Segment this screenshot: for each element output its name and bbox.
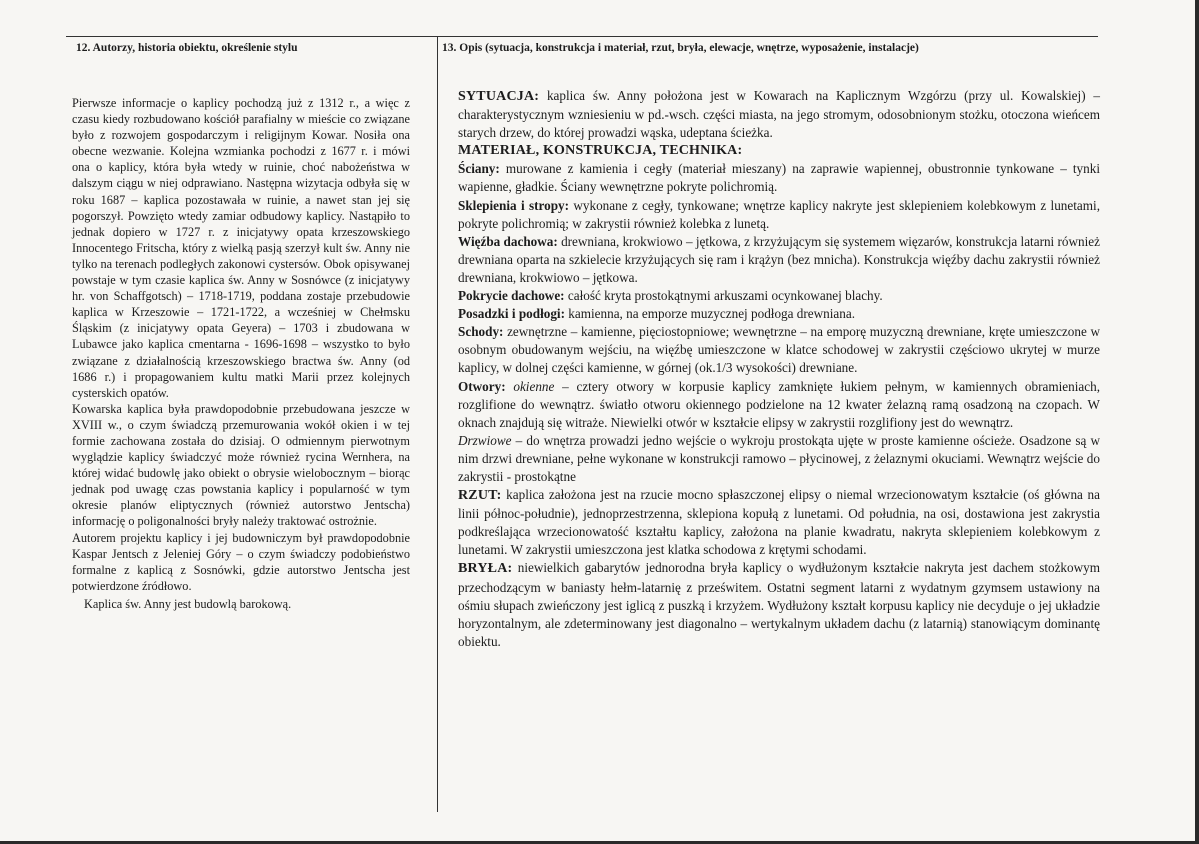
wiezba-label: Więźba dachowa: bbox=[458, 233, 558, 249]
schody-paragraph bbox=[458, 323, 1100, 377]
bryla-paragraph bbox=[458, 559, 1100, 650]
sytuacja-paragraph bbox=[458, 87, 1100, 142]
rzut-text: kaplica założona jest na rzucie mocno spłaszczonej elipsy o niemal wrzecionowatym kształcie (oś główna na linii północ-południe), jednoprzestrzenna, sklepiona kopułą z lunetami. Od południa, na osi, dostawiona jest zakrystia podkreślająca wrzecionowatość kształtu kaplicy, założona na planie kwadratu, nakryta sklepieniem kolebkowym z lunetami. W zakrystii umieszczona jest klatka schodowa z krętymi schodami. bbox=[458, 487, 1100, 558]
section-13-heading: 13. Opis (sytuacja, konstrukcja i materiał, rzut, bryła, elewacje, wnętrze, wyposażenie, instalacje) bbox=[442, 42, 919, 54]
sciany-label: Ściany: bbox=[458, 161, 500, 177]
sciany-paragraph bbox=[458, 160, 1100, 196]
otwory-text: – cztery otwory w korpusie kaplicy zamknięte łukiem pełnym, w kamiennych obramieniach, rozglifione do wewnątrz. światło otworu okiennego podzielone na 12 kwater żelazną ramą osadzoną na czopach. W oknach znajdują się witraże. Niewielki otwór w kształcie elipsy w zakrystii rozglifiony jest do wewnątrz. bbox=[458, 378, 1100, 430]
posadzki-paragraph bbox=[458, 305, 1100, 323]
history-column bbox=[72, 95, 410, 612]
posadzki-label: Posadzki i podłogi: bbox=[458, 306, 565, 322]
sciany-text: murowane z kamienia i cegły (materiał mieszany) na zaprawie wapiennej, obustronnie tynkowane – tynki wapienne, gładkie. Ściany wewnętrzne pokryte polichromią. bbox=[458, 161, 1100, 195]
rebuild-paragraph: Kowarska kaplica była prawdopodobnie przebudowana jeszcze w XVIII w., o czym świadczą przemurowania wokół okien i w tej formie zachowana została do dzisiaj. O odmiennym pierwotnym wyglądzie kaplicy świadczyć może również rycina Wernhera, na której widać budowlę jako obiekt o obrysie wielobocznym – biorąc jednak pod uwagę czas powstania kaplicy i popularność w tym okresie planów eliptycznych (również autorstwo Jentscha) informację o poligonalności bryły należy traktować ostrożnie. bbox=[72, 401, 410, 529]
description-column bbox=[458, 87, 1100, 651]
rzut-paragraph bbox=[458, 486, 1100, 559]
section-12-heading: 12. Autorzy, historia obiektu, określenie stylu bbox=[76, 42, 298, 54]
sklepienia-text: wykonane z cegły, tynkowane; wnętrze kaplicy nakryte jest sklepieniem kolebkowym z lunetami, pokryte polichromią; w zakrystii również kolebka z lunetą. bbox=[458, 197, 1100, 231]
sytuacja-text: kaplica św. Anny położona jest w Kowarach na Kaplicznym Wzgórzu (przy ul. Kowalskiej) – charakterystycznym wzniesieniu w pd.-wsch. części miasta, na jego stromym, odosobnionym stożku, otoczona wieńcem starych drzew, do której prowadzi wąska, udeptana ścieżka. bbox=[458, 88, 1100, 141]
schody-text: zewnętrzne – kamienne, pięciostopniowe; wewnętrzne – na emporę muzyczną drewniane, kręte umieszczone w osobnym obudowanym wejściu, na więźbę umieszczone w klatce schodowej w zakrystii częściowo ukrytej w murze kaplicy, w dolnej części kamienne, w górnej (ok.1/3 wysokości) drewniane. bbox=[458, 324, 1100, 376]
otwory-paragraph bbox=[458, 378, 1100, 432]
drzwi-paragraph bbox=[458, 432, 1100, 486]
drzwi-sublabel: Drzwiowe bbox=[458, 432, 512, 448]
pokrycie-text: całość kryta prostokątnymi arkuszami ocynkowanej blachy. bbox=[564, 288, 883, 304]
drzwi-text: – do wnętrza prowadzi jedno wejście o wykroju prostokąta ujęte w proste kamienne ościeże. Osadzone są w nim drzwi drewniane, pełne wykonane w konstrukcji ramowo – płycinowej, z żelaznymi okuciami. Wewnątrz wejście do zakrystii - prostokątne bbox=[458, 432, 1100, 484]
column-divider bbox=[437, 36, 438, 812]
header-divider bbox=[66, 36, 1098, 37]
posadzki-text: kamienna, na emporze muzycznej podłoga drewniana. bbox=[565, 306, 856, 322]
sklepienia-paragraph bbox=[458, 197, 1100, 233]
sytuacja-label: SYTUACJA: bbox=[458, 89, 540, 104]
otwory-label: Otwory: bbox=[458, 378, 506, 394]
style-paragraph: Kaplica św. Anny jest budowlą barokową. bbox=[84, 596, 292, 611]
wiezba-text: drewniana, krokwiowo – jętkowa, z krzyżującym się systemem więzarów, konstrukcja latarni również drewniana oparta na szkielecie krzyżujących się ram i krążyn (bez mnicha). Konstrukcja więźby dachu zakrystii również drewniana, krokwiowo – jętkowa. bbox=[458, 233, 1100, 285]
history-paragraph: Pierwsze informacje o kaplicy pochodzą już z 1312 r., a więc z czasu kiedy rozbudowano kościół parafialny w mieście co związane było z rozwojem gospodarczym i religijnym Kowar. Nosiła ona obecne wezwanie. Kolejna wzmianka pochodzi z 1677 r. i mówi ona o kaplicy, która była wtedy w ruinie, choć nabożeństwa w dalszym ciągu w niej odprawiano. Następna wizytacja odbyła się w roku 1687 – kaplica pozostawała w ruinie, a nawet stan jej się pogorszył. Powzięto wtedy zamiar odbudowy kaplicy. Nastąpiło to jednak dopiero w 1727 r. z inicjatywy opata krzeszowskiego Innocentego Fritscha, który z wielką pasją szerzył kult św. Anny nie tylko na terenach podległych zakonowi cystersów. Obok opisywanej powstaje w tym czasie kaplica św. Anny w Sosnówce (z inicjatywy hr. von Schaffgotsch) – 1718-1719, poddana zostaje przebudowie kaplica w Krzeszowie – 1721-1722, a wcześniej w Chełmsku Śląskim (z inicjatywy opata Geyera) – 1703 i zbudowana w Lubawce jako kaplica cmentarna - 1696-1698 – wszystko to było związane z działalnością krzeszowskiego bractwa św. Anny (od 1686 r.) i propagowaniem kultu matki Marii przez kolejnych cysterskich opatów. bbox=[72, 96, 410, 400]
otwory-sublabel: okienne bbox=[513, 378, 555, 394]
sklepienia-label: Sklepienia i stropy: bbox=[458, 197, 570, 213]
schody-label: Schody: bbox=[458, 324, 504, 340]
bryla-label: BRYŁA: bbox=[458, 561, 513, 577]
author-paragraph: Autorem projektu kaplicy i jej budowniczym był prawdopodobnie Kaspar Jentsch z Jeleniej Góry – o czym świadczy podobieństwo formalne z kaplicą z Sosnówki, gdzie autorstwo Jentscha jest potwierdzone źródłowo. bbox=[72, 530, 410, 593]
pokrycie-label: Pokrycie dachowe: bbox=[458, 288, 565, 304]
bryla-text: niewielkich gabarytów jednorodna bryła kaplicy o wydłużonym kształcie nakryta jest dachem stożkowym przechodzącym w baniasty hełm-latarnię z prześwitem. Ostatni segment latarni z wydatnym gzymsem ustawiony na ośmiu słupach zwieńczony jest iglicą z puszką i krzyżem. Wydłużony kształt korpusu kaplicy nie decyduje o jej układzie horyzontalnym, ale zdeterminowany jest diagonalno – wertykalnym układem dachu (z latarnią) stanowiącym dominantę obiektu. bbox=[458, 560, 1100, 649]
page-edge-right bbox=[1195, 0, 1199, 844]
rzut-label: RZUT: bbox=[458, 488, 502, 504]
material-heading: MATERIAŁ, KONSTRUKCJA, TECHNIKA: bbox=[458, 143, 743, 159]
pokrycie-paragraph bbox=[458, 287, 1100, 305]
wiezba-paragraph bbox=[458, 233, 1100, 287]
